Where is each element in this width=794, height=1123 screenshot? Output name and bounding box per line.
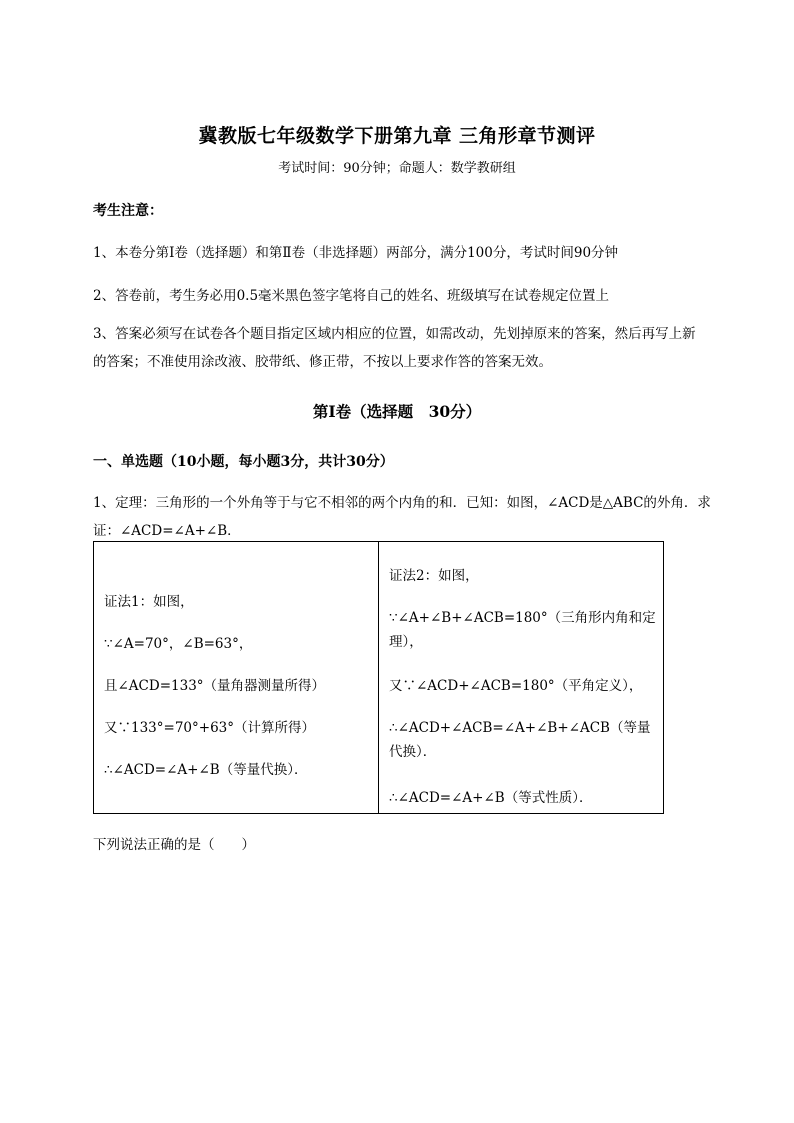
proof-method-1	[94, 542, 379, 813]
proof-1-line: ∵∠A=70°，∠B=63°，	[104, 636, 253, 652]
exam-info: 考试时间：90分钟；命题人：数学教研组	[278, 161, 516, 176]
proof-2-line: ∴∠ACD=∠A+∠B（等式性质）．	[389, 790, 593, 806]
proof-1-line: 且∠ACD=133°（量角器测量所得）	[104, 678, 326, 694]
proof-table	[93, 541, 664, 814]
proof-1-line: ∴∠ACD=∠A+∠B（等量代换）．	[104, 762, 308, 778]
notice-heading: 考生注意：	[93, 203, 163, 219]
proof-2-line: 证法2：如图，	[389, 568, 479, 584]
notice-item-1: 1、本卷分第Ⅰ卷（选择题）和第Ⅱ卷（非选择题）两部分，满分100分，考试时间90分钟	[93, 245, 619, 261]
question-prompt: 下列说法正确的是（ ）	[93, 837, 255, 853]
section-heading: 一、单选题（10小题，每小题3分，共计30分）	[93, 454, 394, 470]
notice-item-3: 3、答案必须写在试卷各个题目指定区域内相应的位置，如需改动，先划掉原来的答案，然后再写上新的答案；不准使用涂改液、胶带纸、修正带，不按以上要求作答的答案无效。	[93, 326, 696, 370]
proof-2-line: ∵∠A+∠B+∠ACB=180°（三角形内角和定理），	[389, 610, 656, 650]
question-stem: 1、定理：三角形的一个外角等于与它不相邻的两个内角的和．已知：如图，∠ACD是△ABC的外角．求证：∠ACD=∠A+∠B．	[93, 495, 711, 539]
proof-2-line: 又∵∠ACD+∠ACB=180°（平角定义），	[389, 678, 643, 694]
proof-method-2	[379, 542, 663, 813]
document-title: 冀教版七年级数学下册第九章 三角形章节测评	[198, 125, 596, 147]
part-title: 第Ⅰ卷（选择题 30分）	[312, 402, 482, 421]
proof-2-line: ∴∠ACD+∠ACB=∠A+∠B+∠ACB（等量代换）．	[389, 720, 651, 760]
proof-1-line: 又∵133°=70°+63°（计算所得）	[104, 720, 315, 736]
proof-1-line: 证法1：如图，	[104, 594, 194, 610]
notice-item-2: 2、答卷前，考生务必用0.5毫米黑色签字笔将自己的姓名、班级填写在试卷规定位置上	[93, 288, 610, 304]
